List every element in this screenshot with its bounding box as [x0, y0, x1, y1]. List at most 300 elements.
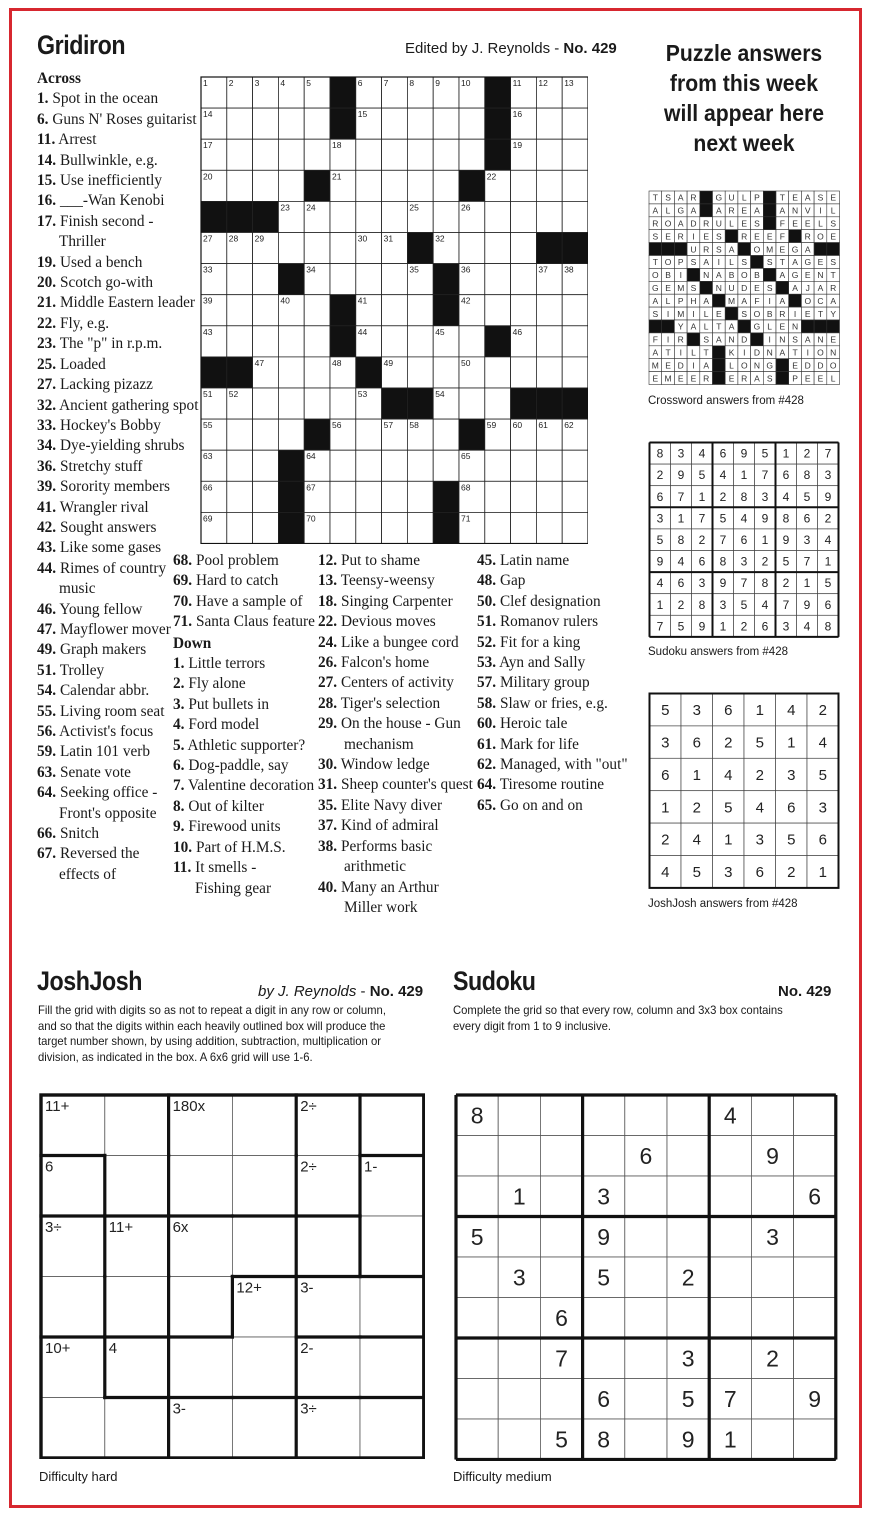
crossword-cell[interactable] — [511, 295, 537, 326]
crossword-cell[interactable] — [253, 108, 279, 139]
answer-letter: G — [652, 283, 659, 293]
joshjosh-cell[interactable] — [232, 1156, 296, 1217]
clue-text: Centers of activity — [340, 674, 454, 692]
answer-letter: N — [817, 334, 824, 345]
sudoku-cell[interactable] — [498, 1419, 540, 1460]
sudoku-cell[interactable] — [709, 1136, 751, 1177]
crossword-cell[interactable] — [356, 481, 382, 512]
clue-number: 23. — [37, 335, 57, 353]
crossword-cell[interactable] — [562, 326, 588, 357]
crossword-cell[interactable] — [278, 388, 304, 419]
answer-black-cell — [687, 333, 700, 346]
cage-label: 6x — [172, 1219, 189, 1236]
clue-number: 70. — [173, 592, 193, 610]
crossword-cell[interactable] — [562, 295, 588, 326]
clue-text: Latin name — [499, 552, 570, 569]
crossword-cell[interactable] — [536, 108, 562, 139]
crossword-cell[interactable] — [227, 481, 253, 512]
crossword-black-cell — [330, 326, 356, 357]
answer-letter: N — [703, 270, 710, 281]
crossword-cell[interactable] — [485, 201, 511, 232]
sudoku-answer-digit: 3 — [740, 554, 748, 569]
clue — [173, 674, 318, 694]
crossword-grid[interactable] — [200, 76, 588, 544]
sudoku-cell[interactable] — [794, 1136, 836, 1177]
crossword-cell[interactable] — [459, 326, 485, 357]
crossword-cell[interactable] — [407, 357, 433, 388]
answer-letter: A — [728, 321, 735, 332]
joshjosh-cell[interactable] — [232, 1398, 296, 1459]
crossword-cell[interactable] — [304, 326, 330, 357]
crossword-cell[interactable] — [407, 512, 433, 543]
crossword-cell[interactable] — [485, 388, 511, 419]
sudoku-cell[interactable] — [498, 1095, 540, 1136]
joshjosh-instructions-line: division, as indicated in the box. A 6x6 grid will use 1-6. — [38, 1049, 313, 1064]
sudoku-cell[interactable] — [625, 1338, 667, 1379]
crossword-cell[interactable] — [536, 450, 562, 481]
crossword-cell[interactable] — [304, 139, 330, 170]
joshjosh-cell[interactable] — [105, 1156, 169, 1217]
crossword-cell[interactable] — [356, 512, 382, 543]
crossword-cell[interactable] — [253, 419, 279, 450]
answer-letter: A — [703, 257, 709, 268]
answer-black-cell — [713, 294, 726, 307]
crossword-cell[interactable] — [407, 450, 433, 481]
sudoku-answer-digit: 4 — [677, 554, 685, 569]
sudoku-cell[interactable] — [540, 1176, 582, 1217]
sudoku-cell[interactable] — [751, 1379, 793, 1420]
sudoku-cell[interactable] — [540, 1379, 582, 1420]
crossword-cell[interactable] — [253, 264, 279, 295]
crossword-cell[interactable] — [278, 233, 304, 264]
answer-letter: S — [766, 373, 773, 384]
sudoku-answer-digit: 4 — [698, 446, 706, 461]
clue-number: 41. — [37, 498, 57, 516]
sudoku-cell[interactable] — [583, 1136, 625, 1177]
crossword-cell[interactable] — [227, 170, 253, 201]
joshjosh-cell[interactable] — [169, 1277, 233, 1338]
sudoku-cell[interactable] — [794, 1338, 836, 1379]
sudoku-cell[interactable] — [625, 1379, 667, 1420]
clue — [37, 89, 197, 109]
sudoku-answer-digit: 9 — [782, 533, 790, 548]
joshjosh-instructions-line: and so that the digits within each heavily outlined box will produce the — [38, 1018, 386, 1033]
answer-letter: N — [728, 334, 735, 345]
sudoku-cell[interactable] — [456, 1419, 498, 1460]
sudoku-cell[interactable] — [498, 1338, 540, 1379]
crossword-cell[interactable] — [433, 108, 459, 139]
answer-black-cell — [814, 243, 827, 256]
crossword-cell[interactable] — [253, 295, 279, 326]
crossword-cell[interactable] — [562, 170, 588, 201]
joshjosh-cell[interactable] — [296, 1216, 360, 1277]
crossword-cell[interactable] — [227, 326, 253, 357]
crossword-cell[interactable] — [459, 108, 485, 139]
sudoku-cell[interactable] — [667, 1136, 709, 1177]
crossword-cell[interactable] — [407, 139, 433, 170]
sudoku-answer-digit: 5 — [656, 533, 664, 548]
crossword-cell-number: 66 — [203, 482, 213, 493]
sudoku-cell[interactable] — [667, 1298, 709, 1339]
sudoku-cell[interactable] — [583, 1095, 625, 1136]
crossword-cell[interactable] — [407, 481, 433, 512]
crossword-cell-number: 6 — [357, 78, 363, 88]
crossword-cell[interactable] — [485, 357, 511, 388]
crossword-cell[interactable] — [253, 388, 279, 419]
crossword-cell[interactable] — [433, 139, 459, 170]
crossword-cell[interactable] — [485, 295, 511, 326]
crossword-cell[interactable] — [459, 139, 485, 170]
crossword-cell[interactable] — [330, 201, 356, 232]
answer-letter: G — [791, 270, 799, 281]
crossword-cell[interactable] — [382, 295, 408, 326]
crossword-cell[interactable] — [356, 201, 382, 232]
crossword-cell[interactable] — [356, 450, 382, 481]
crossword-cell[interactable] — [536, 170, 562, 201]
joshjosh-cell[interactable] — [232, 1216, 296, 1277]
crossword-cell[interactable] — [356, 419, 382, 450]
answer-letter: S — [716, 244, 722, 255]
crossword-cell[interactable] — [536, 139, 562, 170]
crossword-black-cell — [278, 264, 304, 295]
crossword-cell[interactable] — [407, 295, 433, 326]
answer-letter: E — [804, 308, 811, 319]
sudoku-cell[interactable] — [709, 1217, 751, 1258]
crossword-cell[interactable] — [278, 419, 304, 450]
crossword-cell[interactable] — [227, 139, 253, 170]
crossword-black-cell — [278, 450, 304, 481]
clue — [318, 673, 478, 693]
sudoku-cell[interactable] — [540, 1217, 582, 1258]
crossword-cell[interactable] — [382, 326, 408, 357]
crossword-cell[interactable] — [253, 512, 279, 543]
joshjosh-cell[interactable] — [169, 1156, 233, 1217]
clue-text: Athletic supporter? — [187, 736, 306, 754]
sudoku-cell[interactable] — [751, 1298, 793, 1339]
crossword-black-cell — [330, 108, 356, 139]
crossword-cell[interactable] — [227, 108, 253, 139]
clue — [318, 592, 478, 612]
answer-letter: T — [665, 347, 671, 358]
sudoku-cell[interactable] — [794, 1095, 836, 1136]
crossword-cell[interactable] — [278, 108, 304, 139]
clue-text: ___-Wan Kenobi — [59, 192, 165, 210]
answer-letter: A — [652, 295, 659, 306]
clue-text: Ayn and Sally — [499, 654, 586, 672]
answer-letter: M — [664, 373, 672, 384]
sudoku-cell[interactable] — [667, 1095, 709, 1136]
crossword-cell[interactable] — [253, 450, 279, 481]
sudoku-cell[interactable] — [794, 1419, 836, 1460]
answer-letter: G — [677, 205, 685, 216]
sudoku-cell[interactable] — [709, 1298, 751, 1339]
sudoku-cell[interactable] — [625, 1257, 667, 1298]
sudoku-answer-digit: 1 — [719, 619, 727, 634]
clue-text: Firewood units — [188, 818, 281, 836]
clues-column-2 — [173, 551, 318, 899]
answer-letter: S — [690, 283, 697, 293]
clue-number: 24. — [318, 633, 338, 651]
crossword-cell[interactable] — [253, 326, 279, 357]
crossword-cell[interactable] — [382, 170, 408, 201]
crossword-cell[interactable] — [433, 419, 459, 450]
crossword-cell[interactable] — [304, 388, 330, 419]
sudoku-answer-digit: 1 — [803, 576, 811, 591]
crossword-cell[interactable] — [459, 388, 485, 419]
answer-letter: M — [677, 283, 685, 293]
crossword-cell[interactable] — [227, 419, 253, 450]
crossword-cell[interactable] — [278, 170, 304, 201]
crossword-cell[interactable] — [511, 170, 537, 201]
clue-text: Kind of admiral — [340, 817, 439, 835]
joshjosh-cell[interactable] — [105, 1277, 169, 1338]
crossword-cell[interactable] — [562, 201, 588, 232]
crossword-cell[interactable] — [227, 450, 253, 481]
sudoku-cell[interactable] — [498, 1379, 540, 1420]
crossword-cell[interactable] — [536, 326, 562, 357]
sudoku-cell[interactable] — [498, 1217, 540, 1258]
sudoku-answer-digit: 3 — [719, 597, 727, 612]
joshjosh-grid[interactable] — [39, 1093, 425, 1459]
answer-letter: O — [753, 308, 761, 319]
sudoku-cell[interactable] — [709, 1338, 751, 1379]
answer-letter: A — [690, 321, 697, 332]
crossword-cell[interactable] — [511, 201, 537, 232]
sudoku-answer-digit: 3 — [761, 489, 769, 504]
crossword-cell[interactable] — [330, 450, 356, 481]
sudoku-answer-digit: 2 — [824, 511, 832, 526]
joshjosh-cell[interactable] — [232, 1095, 296, 1156]
crossword-cell[interactable] — [511, 357, 537, 388]
crossword-cell[interactable] — [330, 233, 356, 264]
sudoku-cell[interactable] — [540, 1095, 582, 1136]
sudoku-cell[interactable] — [794, 1298, 836, 1339]
sudoku-cell[interactable] — [751, 1095, 793, 1136]
answer-letter: M — [766, 244, 774, 255]
joshjosh-cell[interactable] — [232, 1337, 296, 1398]
crossword-cell[interactable] — [356, 264, 382, 295]
answer-letter: I — [692, 360, 695, 371]
crossword-cell[interactable] — [227, 264, 253, 295]
clue — [318, 796, 478, 816]
crossword-cell-number: 30 — [357, 233, 368, 244]
sudoku-cell[interactable] — [625, 1217, 667, 1258]
answer-letter: O — [664, 257, 672, 268]
crossword-cell[interactable] — [382, 264, 408, 295]
clue — [477, 735, 637, 755]
sudoku-cell[interactable] — [751, 1257, 793, 1298]
sudoku-cell[interactable] — [794, 1217, 836, 1258]
clue-text: Trolley — [59, 661, 105, 679]
answer-letter: F — [754, 295, 760, 306]
cage-label: 3÷ — [300, 1400, 317, 1418]
joshjosh-cell[interactable] — [41, 1277, 105, 1338]
sudoku-answer-digit: 1 — [656, 597, 664, 612]
crossword-cell[interactable] — [562, 357, 588, 388]
crossword-cell[interactable] — [433, 450, 459, 481]
sudoku-cell[interactable] — [751, 1176, 793, 1217]
crossword-cell[interactable] — [330, 388, 356, 419]
crossword-cell[interactable] — [356, 139, 382, 170]
sudoku-cell[interactable] — [625, 1298, 667, 1339]
sudoku-answer-digit: 7 — [761, 468, 769, 483]
clue-number: 1. — [37, 90, 49, 108]
clue — [37, 457, 197, 477]
joshjosh-cell[interactable] — [360, 1216, 424, 1277]
clue-text: Fly, e.g. — [59, 314, 110, 332]
crossword-cell[interactable] — [511, 264, 537, 295]
clue-number: 25. — [37, 355, 57, 373]
joshjosh-cell[interactable] — [360, 1095, 424, 1156]
sudoku-cell[interactable] — [583, 1298, 625, 1339]
crossword-cell[interactable] — [382, 139, 408, 170]
answer-letter: S — [690, 257, 697, 268]
sudoku-cell[interactable] — [456, 1257, 498, 1298]
crossword-cell[interactable] — [433, 170, 459, 201]
crossword-black-cell — [433, 512, 459, 543]
crossword-cell[interactable] — [407, 170, 433, 201]
crossword-cell[interactable] — [536, 481, 562, 512]
clue-number: 54. — [37, 682, 57, 700]
sudoku-cell[interactable] — [456, 1379, 498, 1420]
crossword-cell[interactable] — [511, 481, 537, 512]
joshjosh-cell[interactable] — [360, 1398, 424, 1459]
sudoku-cell[interactable] — [498, 1298, 540, 1339]
joshjosh-answer-digit: 5 — [692, 864, 701, 882]
crossword-cell[interactable] — [536, 512, 562, 543]
clue-number: 7. — [173, 777, 185, 795]
joshjosh-cell[interactable] — [41, 1398, 105, 1459]
crossword-cell[interactable] — [278, 357, 304, 388]
crossword-cell[interactable] — [382, 108, 408, 139]
crossword-cell[interactable] — [227, 512, 253, 543]
sudoku-cell[interactable] — [625, 1095, 667, 1136]
crossword-cell[interactable] — [485, 450, 511, 481]
sudoku-grid[interactable] — [454, 1093, 838, 1461]
crossword-cell[interactable] — [562, 139, 588, 170]
crossword-black-cell — [459, 170, 485, 201]
sudoku-answer-digit: 9 — [803, 597, 811, 612]
sudoku-cell[interactable] — [456, 1176, 498, 1217]
crossword-cell[interactable] — [459, 233, 485, 264]
answer-letter: V — [804, 205, 811, 216]
answer-letter: I — [692, 308, 695, 319]
crossword-cell[interactable] — [433, 201, 459, 232]
clue-number: 22. — [37, 314, 57, 332]
crossword-cell[interactable] — [356, 170, 382, 201]
crossword-cell[interactable] — [407, 108, 433, 139]
answer-letter: I — [692, 231, 695, 242]
sudoku-cell[interactable] — [625, 1176, 667, 1217]
crossword-cell[interactable] — [382, 481, 408, 512]
joshjosh-cell[interactable] — [360, 1337, 424, 1398]
crossword-cell-number: 55 — [203, 420, 213, 431]
crossword-cell[interactable] — [536, 295, 562, 326]
sudoku-cell[interactable] — [709, 1257, 751, 1298]
crossword-cell[interactable] — [330, 481, 356, 512]
sudoku-cell[interactable] — [625, 1419, 667, 1460]
crossword-cell[interactable] — [433, 357, 459, 388]
crossword-cell[interactable] — [511, 233, 537, 264]
crossword-cell-number: 11 — [512, 78, 522, 88]
sudoku-cell[interactable] — [456, 1136, 498, 1177]
answer-black-cell — [776, 359, 789, 372]
sudoku-given-digit: 9 — [808, 1385, 822, 1412]
crossword-cell[interactable] — [562, 481, 588, 512]
crossword-cell[interactable] — [227, 295, 253, 326]
clue-number: 35. — [318, 796, 338, 814]
crossword-cell[interactable] — [485, 264, 511, 295]
joshjosh-cell[interactable] — [169, 1337, 233, 1398]
sudoku-given-digit: 3 — [681, 1345, 695, 1372]
joshjosh-answer-digit: 3 — [724, 864, 733, 882]
crossword-cell[interactable] — [304, 357, 330, 388]
crossword-cell[interactable] — [562, 512, 588, 543]
answer-black-cell — [751, 256, 764, 269]
crossword-cell[interactable] — [330, 512, 356, 543]
sudoku-cell[interactable] — [540, 1136, 582, 1177]
sudoku-cell[interactable] — [667, 1176, 709, 1217]
joshjosh-cell[interactable] — [105, 1095, 169, 1156]
crossword-cell[interactable] — [407, 326, 433, 357]
crossword-cell[interactable] — [278, 139, 304, 170]
sudoku-cell[interactable] — [456, 1298, 498, 1339]
answer-letter: T — [792, 347, 798, 358]
joshjosh-cell[interactable] — [360, 1277, 424, 1338]
crossword-cell[interactable] — [511, 512, 537, 543]
crossword-cell[interactable] — [511, 450, 537, 481]
crossword-cell[interactable] — [253, 139, 279, 170]
sudoku-cell[interactable] — [540, 1257, 582, 1298]
clue-text: Reversed the — [59, 845, 140, 863]
sudoku-cell[interactable] — [583, 1338, 625, 1379]
crossword-cell[interactable] — [485, 233, 511, 264]
clue — [37, 293, 197, 313]
cage-label: 2- — [300, 1340, 314, 1357]
crossword-cell[interactable] — [562, 108, 588, 139]
joshjosh-answers-grid — [648, 692, 840, 890]
cage-label: 11+ — [45, 1098, 70, 1115]
crossword-cell[interactable] — [330, 264, 356, 295]
sudoku-cell[interactable] — [751, 1419, 793, 1460]
crossword-cell[interactable] — [304, 295, 330, 326]
sudoku-cell[interactable] — [667, 1217, 709, 1258]
crossword-cell[interactable] — [253, 170, 279, 201]
clue-number: 18. — [318, 592, 338, 610]
crossword-cell[interactable] — [382, 450, 408, 481]
sudoku-given-digit: 9 — [597, 1223, 611, 1250]
sudoku-cell[interactable] — [498, 1136, 540, 1177]
crossword-cell[interactable] — [485, 481, 511, 512]
crossword-cell[interactable] — [278, 326, 304, 357]
sudoku-cell[interactable] — [456, 1338, 498, 1379]
crossword-cell[interactable] — [485, 512, 511, 543]
crossword-cell[interactable] — [382, 201, 408, 232]
sudoku-cell[interactable] — [709, 1176, 751, 1217]
sudoku-cell[interactable] — [794, 1257, 836, 1298]
crossword-cell[interactable] — [304, 108, 330, 139]
crossword-cell[interactable] — [382, 512, 408, 543]
crossword-cell[interactable] — [536, 357, 562, 388]
crossword-cell[interactable] — [562, 450, 588, 481]
sudoku-answer-digit: 7 — [698, 511, 706, 526]
joshjosh-cell[interactable] — [105, 1398, 169, 1459]
crossword-cell[interactable] — [304, 233, 330, 264]
crossword-cell[interactable] — [536, 201, 562, 232]
crossword-cell-number: 29 — [254, 233, 265, 244]
answer-letter: A — [741, 295, 748, 306]
crossword-cell[interactable] — [253, 481, 279, 512]
